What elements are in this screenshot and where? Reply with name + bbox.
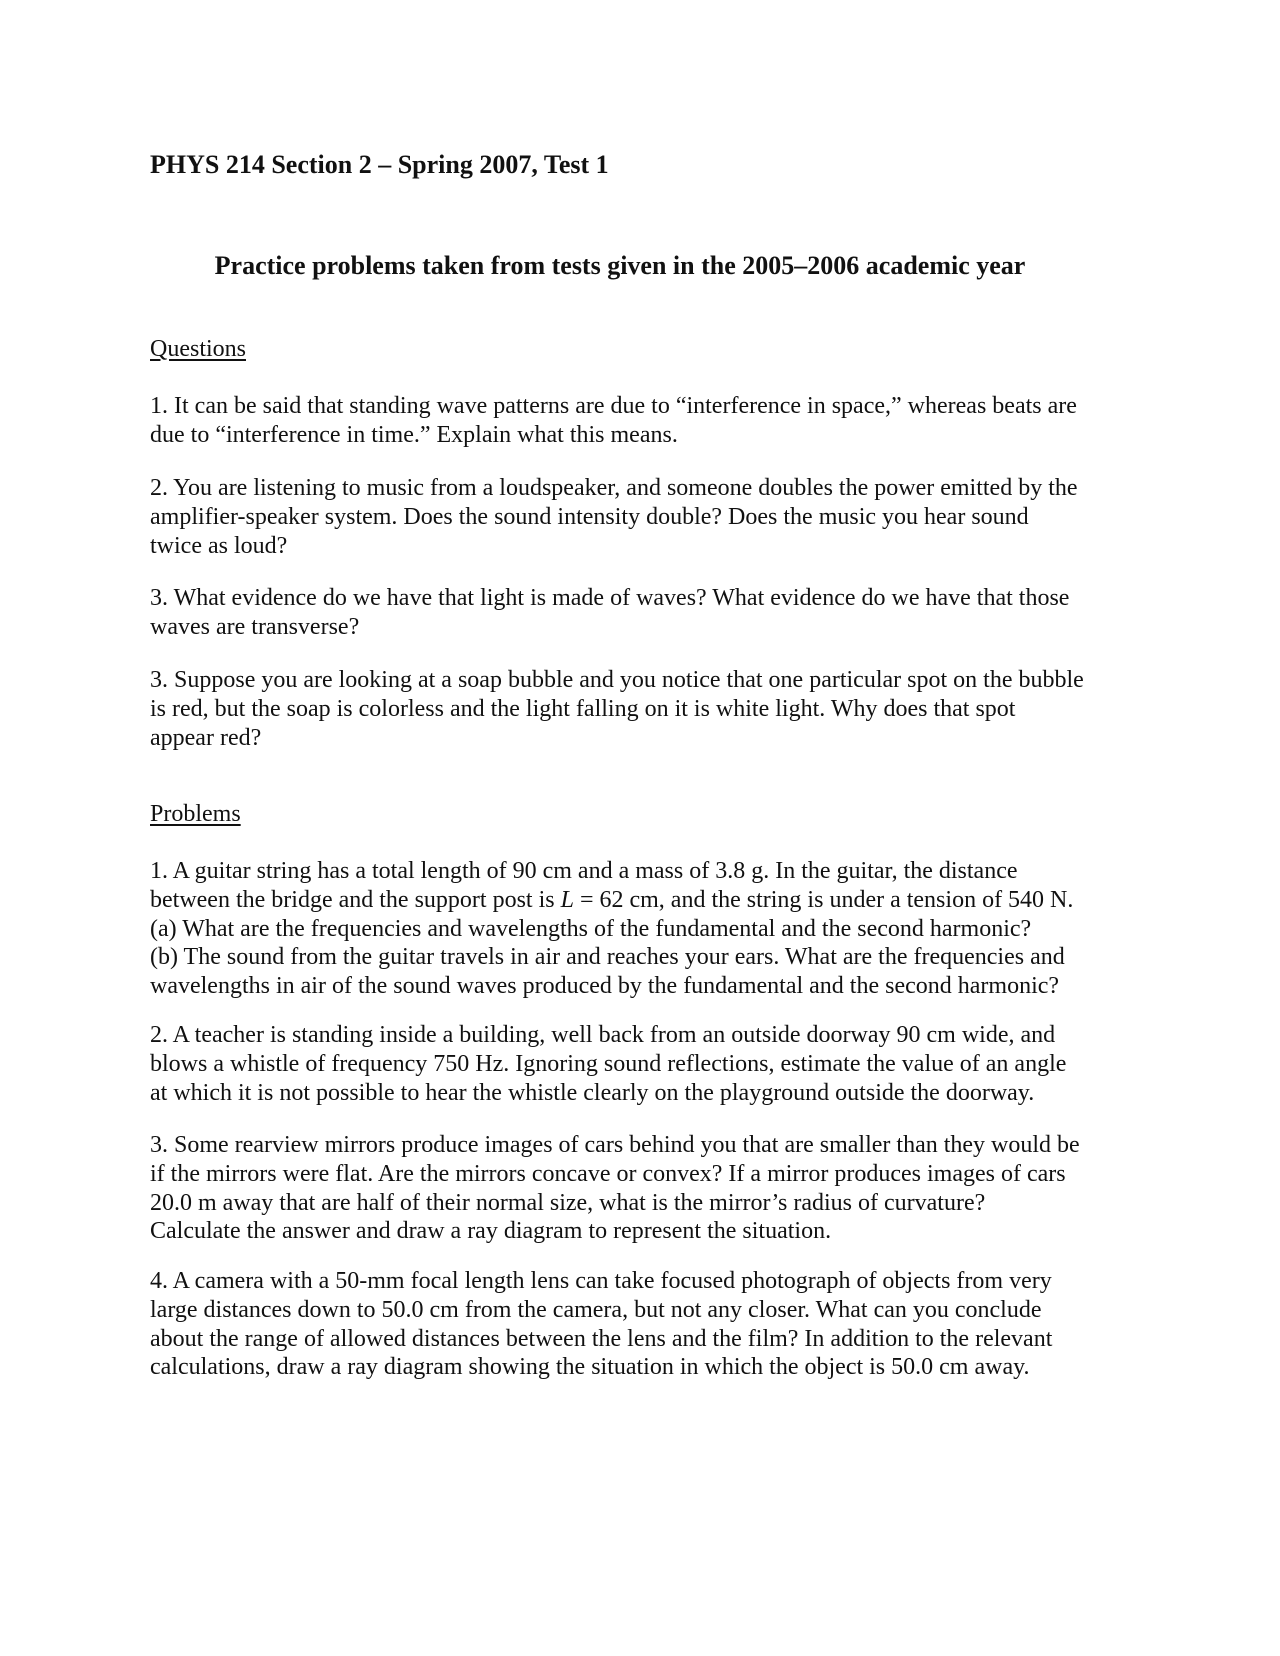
problem-2 <box>150 1021 1140 1107</box>
document-title: PHYS 214 Section 2 – Spring 2007, Test 1 <box>150 150 609 179</box>
problem-3-line-2: if the mirrors were flat. Are the mirrors concave or convex? If a mirror produces images of cars <box>150 1160 1066 1187</box>
question-3-line-1: 3. What evidence do we have that light is made of waves? What evidence do we have that those <box>150 585 1070 611</box>
problem-3-line-1: 3. Some rearview mirrors produce images of cars behind you that are smaller than they would be <box>150 1132 1080 1158</box>
problem-4-line-3: about the range of allowed distances between the lens and the film? In addition to the relevant <box>150 1325 1053 1352</box>
problem-2-line-2: blows a whistle of frequency 750 Hz. Ignoring sound reflections, estimate the value of an angle <box>150 1050 1067 1077</box>
length-variable: L <box>560 886 574 913</box>
question-2-line-3: twice as loud? <box>150 532 288 559</box>
problem-3-line-3: 20.0 m away that are half of their normal size, what is the mirror’s radius of curvature? <box>150 1189 986 1216</box>
problem-4 <box>150 1267 1140 1382</box>
question-2-line-2: amplifier-speaker system. Does the sound intensity double? Does the music you hear sound <box>150 503 1029 530</box>
document-subtitle: Practice problems taken from tests given in the 2005–2006 academic year <box>214 251 1026 280</box>
problem-1-line-2-before: between the bridge and the support post is <box>150 886 561 913</box>
problem-1-line-4: (b) The sound from the guitar travels in air and reaches your ears. What are the frequencies and <box>150 944 1065 971</box>
problem-4-line-4: calculations, draw a ray diagram showing the situation in which the object is 50.0 cm away. <box>150 1354 1030 1381</box>
question-2-line-1: 2. You are listening to music from a loudspeaker, and someone doubles the power emitted by the <box>150 475 1078 501</box>
problem-3-line-4: Calculate the answer and draw a ray diagram to represent the situation. <box>150 1218 832 1245</box>
problem-1-line-2 <box>150 886 1140 915</box>
question-4 <box>150 666 1140 752</box>
problem-1-line-1: 1. A guitar string has a total length of 90 cm and a mass of 3.8 g. In the guitar, the distance <box>150 858 1018 884</box>
problem-4-line-2: large distances down to 50.0 cm from the camera, but not any closer. What can you conclude <box>150 1296 1042 1323</box>
question-4-line-1: 3. Suppose you are looking at a soap bubble and you notice that one particular spot on the bubble <box>150 667 1084 693</box>
problem-3 <box>150 1131 1140 1246</box>
question-3 <box>150 584 1140 642</box>
problem-4-line-1: 4. A camera with a 50-mm focal length lens can take focused photograph of objects from very <box>150 1268 1052 1294</box>
problem-1-line-3: (a) What are the frequencies and wavelengths of the fundamental and the second harmonic? <box>150 915 1032 942</box>
problem-1-line-5: wavelengths in air of the sound waves produced by the fundamental and the second harmonic? <box>150 973 1060 1000</box>
problem-1 <box>150 857 1140 1001</box>
questions-heading: Questions <box>150 336 246 362</box>
problem-2-line-3: at which it is not possible to hear the whistle clearly on the playground outside the doorway. <box>150 1079 1035 1106</box>
problems-heading: Problems <box>150 801 241 827</box>
question-3-line-2: waves are transverse? <box>150 613 360 640</box>
question-4-line-3: appear red? <box>150 724 262 751</box>
question-1 <box>150 392 1140 450</box>
question-1-line-2: due to “interference in time.” Explain what this means. <box>150 421 678 448</box>
question-1-line-1: 1. It can be said that standing wave patterns are due to “interference in space,” whereas beats are <box>150 393 1077 419</box>
problem-2-line-1: 2. A teacher is standing inside a building, well back from an outside doorway 90 cm wide, and <box>150 1022 1056 1048</box>
question-4-line-2: is red, but the soap is colorless and the light falling on it is white light. Why does that spot <box>150 695 1016 722</box>
question-2 <box>150 474 1140 560</box>
problem-1-line-2-after: = 62 cm, and the string is under a tension of 540 N. <box>573 886 1074 913</box>
